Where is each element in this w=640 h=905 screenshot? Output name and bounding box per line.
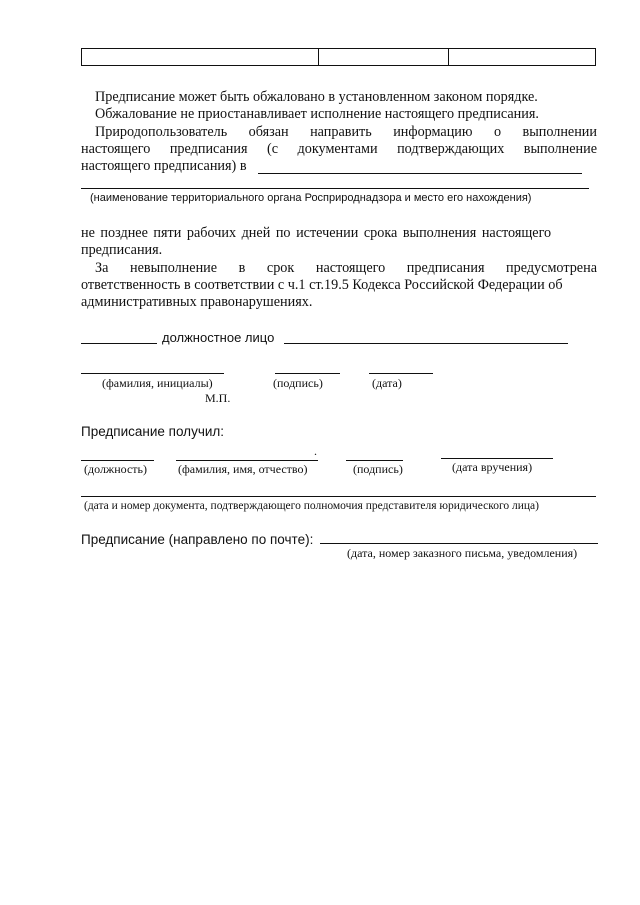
table-divider [318, 49, 319, 65]
deadline-line-1: не позднее пяти рабочих дней по истечении срока выполнения настоящего [81, 225, 552, 241]
received-date-caption: (дата вручения) [452, 460, 533, 474]
official-date-line[interactable] [369, 373, 433, 374]
official-name-line[interactable] [284, 343, 568, 344]
official-position-line[interactable] [81, 343, 157, 344]
received-fullname-caption: (фамилия, имя, отчество) [178, 462, 308, 476]
mail-label: Предписание (направлено по почте): [81, 532, 314, 547]
official-signature-caption: (подпись) [273, 376, 323, 390]
organ-fill-line[interactable] [258, 173, 582, 174]
authority-doc-caption: (дата и номер документа, подтверждающего полномочия представителя юридического лица) [84, 500, 539, 512]
liability-line-3: административных правонарушениях. [81, 294, 313, 310]
received-heading: Предписание получил: [81, 424, 225, 439]
organ-fill-line-2[interactable] [81, 188, 589, 189]
received-date-line[interactable] [441, 458, 553, 459]
received-fullname-line[interactable] [176, 460, 318, 461]
obliged-line-2: настоящего предписания (с документами подтверждающих выполнение [81, 141, 597, 157]
received-signature-caption: (подпись) [353, 462, 403, 476]
official-signature-line[interactable] [275, 373, 340, 374]
table-divider [448, 49, 449, 65]
obliged-line-3: настоящего предписания) в [81, 158, 247, 174]
appeal-line-1: Предписание может быть обжаловано в установленном законом порядке. [95, 89, 538, 105]
received-signature-line[interactable] [346, 460, 403, 461]
stray-dot: . [314, 444, 317, 458]
seal-mark: М.П. [205, 391, 231, 405]
obliged-line-1: Природопользователь обязан направить информацию о выполнении [95, 124, 597, 140]
official-initials-line[interactable] [81, 373, 224, 374]
mail-fill-line[interactable] [320, 543, 598, 544]
official-label: должностное лицо [162, 330, 275, 345]
liability-line-2: ответственность в соответствии с ч.1 ст.19.5 Кодекса Российской Федерации об [81, 277, 563, 293]
official-date-caption: (дата) [372, 376, 402, 390]
authority-doc-line[interactable] [81, 496, 596, 497]
official-name-caption: (фамилия, инициалы) [102, 376, 213, 390]
table-fragment [81, 48, 596, 66]
received-position-caption: (должность) [84, 462, 147, 476]
mail-caption: (дата, номер заказного письма, уведомления) [347, 546, 578, 560]
appeal-line-2: Обжалование не приостанавливает исполнение настоящего предписания. [95, 106, 539, 122]
received-position-line[interactable] [81, 460, 154, 461]
liability-line-1: За невыполнение в срок настоящего предписания предусмотрена [95, 260, 597, 276]
organ-caption: (наименование территориального органа Росприроднадзора и место его нахождения) [90, 192, 532, 204]
deadline-line-2: предписания. [81, 242, 163, 258]
